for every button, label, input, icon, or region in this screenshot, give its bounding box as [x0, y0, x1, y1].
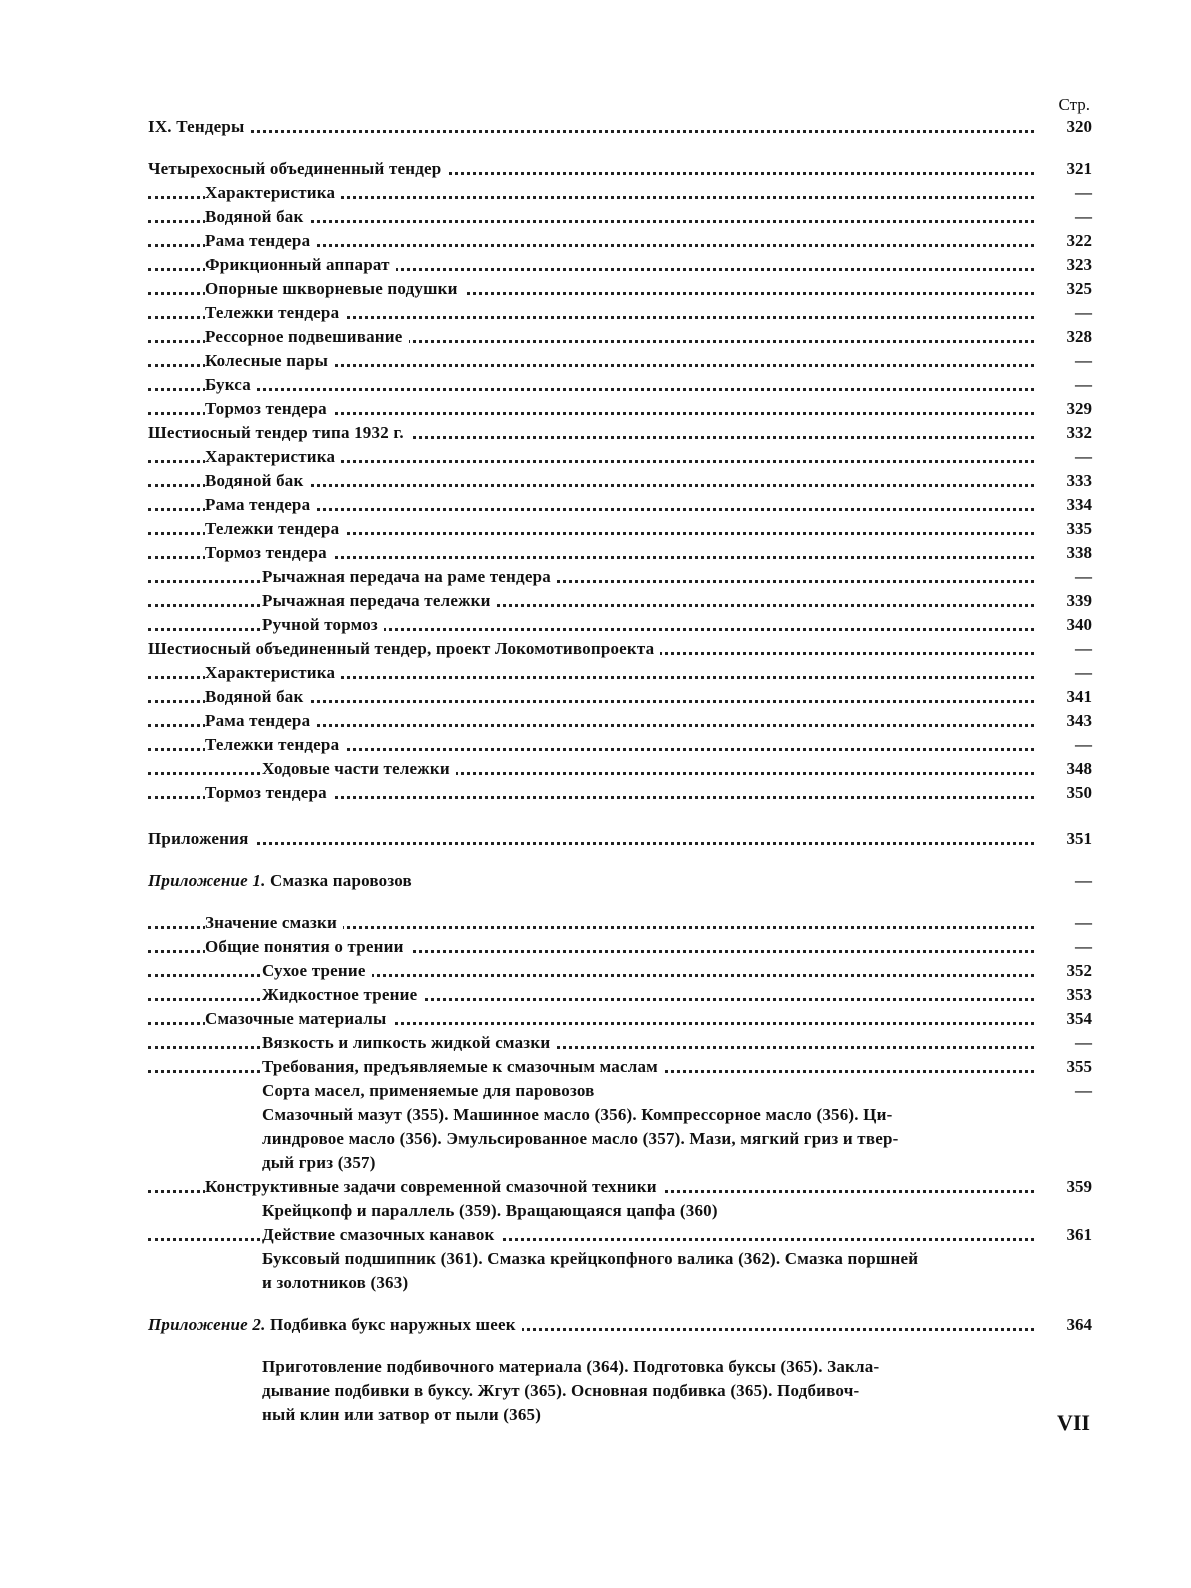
toc-entry-title: Вязкость и липкость жидкой смазки — [262, 1031, 556, 1055]
toc-entry-title: Рама тендера — [205, 493, 316, 517]
toc-entry — [148, 229, 1092, 253]
toc-entry-page: — — [1038, 445, 1092, 469]
appendix-title: Подбивка букс наружных шеек — [269, 1315, 516, 1334]
page-column-label: Стр. — [1058, 95, 1090, 114]
page-number: VII — [1056, 1410, 1090, 1435]
toc-entry-page: 352 — [1038, 959, 1092, 983]
toc-entry — [148, 1403, 1092, 1427]
toc-entry — [148, 613, 1092, 637]
toc-entry-page: — — [1038, 637, 1092, 661]
toc-entry-title: Водяной бак — [205, 469, 309, 493]
toc-entry — [148, 253, 1092, 277]
toc-entry-title: Колесные пары — [205, 349, 334, 373]
toc-entry-page: 341 — [1038, 685, 1092, 709]
toc-entry-page: 332 — [1038, 421, 1092, 445]
toc-entry — [148, 205, 1092, 229]
toc-entry-title: Шестиосный тендер типа 1932 г. — [148, 421, 410, 445]
toc-entry-title: ный клин или затвор от пыли (365) — [262, 1403, 547, 1427]
toc-entry-title: дый гриз (357) — [262, 1151, 382, 1175]
toc-entry-title: Ходовые части тележки — [262, 757, 456, 781]
toc-entry-title: Рычажная передача на раме тендера — [262, 565, 557, 589]
toc-entry-page: 333 — [1038, 469, 1092, 493]
toc-entry — [148, 1199, 1092, 1223]
toc-entry-title: Тормоз тендера — [205, 397, 333, 421]
toc-entry — [148, 541, 1092, 565]
toc-entry — [148, 445, 1092, 469]
toc-entry-title: Ручной тормоз — [262, 613, 384, 637]
toc-entry-title: Шестиосный объединенный тендер, проект Локомотивопроекта — [148, 637, 660, 661]
toc-entry-page: 321 — [1038, 157, 1092, 181]
toc-entry-page: 343 — [1038, 709, 1092, 733]
toc-entry-title: дывание подбивки в буксу. Жгут (365). Основная подбивка (365). Подбивоч- — [262, 1379, 865, 1403]
toc-entry — [148, 1151, 1092, 1175]
toc-entry-title: Тележки тендера — [205, 733, 345, 757]
toc-entry — [148, 1079, 1092, 1103]
toc-entry-page: 354 — [1038, 1007, 1092, 1031]
toc-entry-title: Водяной бак — [205, 205, 309, 229]
toc-entry — [148, 1223, 1092, 1247]
toc-entry-page: 355 — [1038, 1055, 1092, 1079]
toc-entry — [148, 709, 1092, 733]
toc-entry-page: — — [1038, 1079, 1092, 1103]
toc-entry-page: — — [1038, 565, 1092, 589]
toc-entry-title: Тележки тендера — [205, 301, 345, 325]
toc-entry-page: — — [1038, 869, 1092, 893]
toc-entry-title: Действие смазочных канавок — [262, 1223, 501, 1247]
toc-entry-title: Смазочный мазут (355). Машинное масло (356). Компрессорное масло (356). Ци- — [262, 1103, 898, 1127]
toc-entry-page: 335 — [1038, 517, 1092, 541]
toc-entry — [148, 565, 1092, 589]
toc-entry-page: 338 — [1038, 541, 1092, 565]
toc-entry-page: — — [1038, 301, 1092, 325]
toc-entry — [148, 589, 1092, 613]
toc-entry — [148, 1007, 1092, 1031]
toc-entry-title: Приложения — [148, 827, 255, 851]
toc-entry-title: Характеристика — [205, 661, 341, 685]
toc-entry-title: Общие понятия о трении — [205, 935, 410, 959]
toc-entry-page: — — [1038, 181, 1092, 205]
toc-entry-page: 322 — [1038, 229, 1092, 253]
toc-entry — [148, 469, 1092, 493]
toc-entry-page: — — [1038, 205, 1092, 229]
toc-entry-title: Рама тендера — [205, 709, 316, 733]
toc-entry-title: Рама тендера — [205, 229, 316, 253]
toc-entry — [148, 661, 1092, 685]
toc-entry-title: линдровое масло (356). Эмульсированное масло (357). Мази, мягкий гриз и твер- — [262, 1127, 905, 1151]
toc-entry — [148, 493, 1092, 517]
toc-entry-page: 320 — [1038, 115, 1092, 139]
toc-entry — [148, 781, 1092, 805]
toc-entry-page: 353 — [1038, 983, 1092, 1007]
toc-entry-title: Тормоз тендера — [205, 781, 333, 805]
toc-entry — [148, 1055, 1092, 1079]
toc-entry-page: 339 — [1038, 589, 1092, 613]
toc-entry-title: Характеристика — [205, 445, 341, 469]
toc-entry — [148, 325, 1092, 349]
toc-entry-title: Тормоз тендера — [205, 541, 333, 565]
toc-entry-title: Сухое трение — [262, 959, 372, 983]
toc-entry-title: Смазочные материалы — [205, 1007, 392, 1031]
toc-entry-title: Приготовление подбивочного материала (364). Подготовка буксы (365). Закла- — [262, 1355, 885, 1379]
toc-entry-title: Жидкостное трение — [262, 983, 423, 1007]
toc-entry-title: Тележки тендера — [205, 517, 345, 541]
toc-entry — [148, 1313, 1092, 1337]
toc-entry-title: Рессорное подвешивание — [205, 325, 409, 349]
toc-entry-title: Требования, предъявляемые к смазочным маслам — [262, 1055, 664, 1079]
toc-entry-title: Буксовый подшипник (361). Смазка крейцкопфного валика (362). Смазка поршней — [262, 1247, 924, 1271]
toc-entry-page: 364 — [1038, 1313, 1092, 1337]
toc-entry — [148, 181, 1092, 205]
toc-entry-page: 351 — [1038, 827, 1092, 851]
toc-entry — [148, 277, 1092, 301]
toc-entry-page: — — [1038, 373, 1092, 397]
toc-entry-title: Опорные шкворневые подушки — [205, 277, 464, 301]
toc-entry — [148, 983, 1092, 1007]
toc-entry-title — [148, 1313, 522, 1337]
toc-entry — [148, 1271, 1092, 1295]
toc-entry-page: 359 — [1038, 1175, 1092, 1199]
toc-entry — [148, 733, 1092, 757]
toc-entry — [148, 1031, 1092, 1055]
toc-entry — [148, 373, 1092, 397]
toc-entry — [148, 1379, 1092, 1403]
toc-entry-title: Сорта масел, применяемые для паровозов — [262, 1079, 601, 1103]
toc-entry-title: Значение смазки — [205, 911, 343, 935]
toc-entry-title: Букса — [205, 373, 257, 397]
toc-entry-page: 361 — [1038, 1223, 1092, 1247]
toc-entry-title — [148, 869, 418, 893]
toc-entry — [148, 757, 1092, 781]
toc-entry — [148, 1127, 1092, 1151]
table-of-contents — [148, 115, 1092, 1427]
toc-entry-page: — — [1038, 349, 1092, 373]
toc-entry — [148, 397, 1092, 421]
toc-entry-page: 350 — [1038, 781, 1092, 805]
dot-leader — [148, 842, 1034, 845]
toc-entry — [148, 685, 1092, 709]
toc-entry — [148, 869, 1092, 893]
toc-entry-page: — — [1038, 661, 1092, 685]
toc-entry-page: 348 — [1038, 757, 1092, 781]
toc-entry-page: 329 — [1038, 397, 1092, 421]
toc-entry-page: — — [1038, 911, 1092, 935]
toc-entry — [148, 911, 1092, 935]
toc-entry — [148, 517, 1092, 541]
toc-entry-page: 323 — [1038, 253, 1092, 277]
toc-entry — [148, 421, 1092, 445]
toc-entry-page: 340 — [1038, 613, 1092, 637]
toc-entry-title: IX. Тендеры — [148, 115, 251, 139]
toc-entry-page: — — [1038, 733, 1092, 757]
toc-entry-page: 325 — [1038, 277, 1092, 301]
appendix-prefix: Приложение 1. — [148, 871, 266, 890]
toc-entry — [148, 1247, 1092, 1271]
toc-entry-title: Характеристика — [205, 181, 341, 205]
toc-entry-title: Водяной бак — [205, 685, 309, 709]
toc-entry-page: — — [1038, 1031, 1092, 1055]
appendix-prefix: Приложение 2. — [148, 1315, 266, 1334]
toc-entry — [148, 1175, 1092, 1199]
toc-entry-title: Четырехосный объединенный тендер — [148, 157, 447, 181]
toc-entry — [148, 1355, 1092, 1379]
toc-entry — [148, 827, 1092, 851]
toc-entry — [148, 959, 1092, 983]
appendix-title: Смазка паровозов — [269, 871, 412, 890]
toc-entry-page: 334 — [1038, 493, 1092, 517]
toc-entry — [148, 1103, 1092, 1127]
dot-leader — [148, 388, 1034, 391]
toc-entry — [148, 157, 1092, 181]
toc-entry — [148, 115, 1092, 139]
toc-entry-title: Конструктивные задачи современной смазочной техники — [205, 1175, 663, 1199]
toc-entry-title: Рычажная передача тележки — [262, 589, 497, 613]
toc-entry — [148, 349, 1092, 373]
toc-entry-title: и золотников (363) — [262, 1271, 414, 1295]
dot-leader — [148, 130, 1034, 133]
toc-entry-page: 328 — [1038, 325, 1092, 349]
toc-entry-title: Фрикционный аппарат — [205, 253, 396, 277]
toc-entry-title: Крейцкопф и параллель (359). Вращающаяся цапфа (360) — [262, 1199, 724, 1223]
toc-entry — [148, 301, 1092, 325]
toc-entry — [148, 935, 1092, 959]
toc-entry — [148, 637, 1092, 661]
toc-entry-page: — — [1038, 935, 1092, 959]
